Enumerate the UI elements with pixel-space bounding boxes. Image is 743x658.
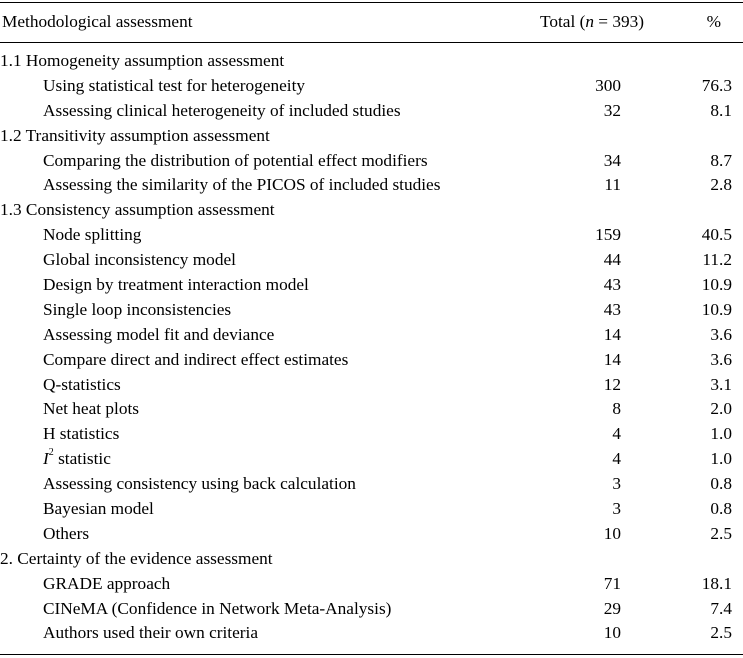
section-label: 1.1 Homogeneity assumption assessment [0,51,285,70]
row-percent: 1.0 [710,424,732,444]
section-row [0,198,743,223]
row-percent: 3.6 [710,324,732,344]
table-row [0,348,743,373]
row-label: Node splitting [43,225,142,245]
row-percent: 8.1 [710,100,732,120]
table-row [0,149,743,174]
row-total: 4 [612,449,621,469]
row-label: Single loop inconsistencies [43,299,232,319]
row-total: 34 [603,150,621,170]
row-label-superscript: 2 [48,447,54,459]
row-total: 14 [603,349,621,369]
table-row [0,472,743,497]
row-label: Design by treatment interaction model [43,275,309,295]
table-header [0,8,743,36]
row-total: 12 [603,374,621,394]
header-total-prefix: Total ( [540,12,586,31]
row-label: GRADE approach [43,573,171,593]
section-row [0,49,743,74]
row-percent: 10.9 [701,299,732,319]
table-row [0,298,743,323]
header-total-suffix: = 393) [593,12,645,31]
row-total: 14 [603,324,621,344]
row-label: Assessing the similarity of the PICOS of included studies [43,175,441,195]
row-total: 3 [612,499,621,519]
row-percent: 18.1 [701,573,732,593]
row-percent: 1.0 [710,449,732,469]
row-total: 29 [603,598,621,618]
table-row [0,572,743,597]
header-percent: % [706,12,721,31]
row-percent: 3.6 [710,349,732,369]
table-row [0,422,743,447]
table-row [0,273,743,298]
table-row [0,597,743,622]
row-label: Assessing consistency using back calculation [43,474,356,494]
row-label: Net heat plots [43,399,139,419]
section-row [0,547,743,572]
row-percent: 10.9 [701,275,732,295]
table-row [0,74,743,99]
row-label: Using statistical test for heterogeneity [43,75,306,95]
row-label: H statistics [43,424,120,444]
row-total: 71 [603,573,621,593]
row-percent: 0.8 [710,474,732,494]
row-label-italic: I [43,449,49,469]
row-total: 11 [604,175,621,195]
row-total: 10 [603,623,621,643]
section-label: 1.3 Consistency assumption assessment [0,200,275,220]
top-rule [0,2,743,3]
section-label: 1.2 Transitivity assumption assessment [0,125,270,145]
table-row [0,621,743,646]
header-total-n: n [585,12,594,31]
row-total: 3 [612,474,621,494]
table-row [0,223,743,248]
row-total: 43 [603,275,621,295]
row-label: CINeMA (Confidence in Network Meta-Analysis) [43,598,392,618]
row-total: 44 [603,250,621,270]
row-percent: 76.3 [701,75,732,95]
row-label: Assessing model fit and deviance [43,324,275,344]
row-label: Bayesian model [43,499,154,519]
section-label: 2. Certainty of the evidence assessment [0,548,273,568]
header-total [540,8,644,36]
row-percent: 11.2 [702,250,732,270]
row-total: 43 [603,299,621,319]
row-total: 159 [595,225,621,245]
row-total: 4 [612,424,621,444]
section-row [0,124,743,149]
row-total: 10 [603,523,621,543]
table-body [0,49,743,646]
row-percent: 2.5 [710,623,732,643]
row-total: 300 [595,75,621,95]
header-rule [0,42,743,43]
table-row [0,373,743,398]
row-label [43,447,111,472]
table-row [0,522,743,547]
table-row [0,497,743,522]
row-percent: 7.4 [710,598,732,618]
table-row [0,248,743,273]
row-percent: 8.7 [710,150,732,170]
row-percent: 2.8 [710,175,732,195]
table-row [0,173,743,198]
table-row [0,323,743,348]
row-label: Comparing the distribution of potential effect modifiers [43,150,428,170]
table-row [0,397,743,422]
table-row [0,99,743,124]
row-percent: 2.0 [710,399,732,419]
row-label: Q-statistics [43,374,121,394]
bottom-rule [0,654,743,655]
row-percent: 0.8 [710,499,732,519]
row-label-text: statistic [53,449,111,469]
row-total: 8 [612,399,621,419]
row-label: Others [43,523,90,543]
table-row [0,447,743,472]
header-methodological-assessment: Methodological assessment [2,12,193,31]
row-percent: 3.1 [710,374,732,394]
row-label: Assessing clinical heterogeneity of included studies [43,100,401,120]
row-label: Authors used their own criteria [43,623,258,643]
row-label: Global inconsistency model [43,250,236,270]
row-percent: 2.5 [710,523,732,543]
row-label: Compare direct and indirect effect estimates [43,349,349,369]
row-percent: 40.5 [701,225,732,245]
row-total: 32 [603,100,621,120]
